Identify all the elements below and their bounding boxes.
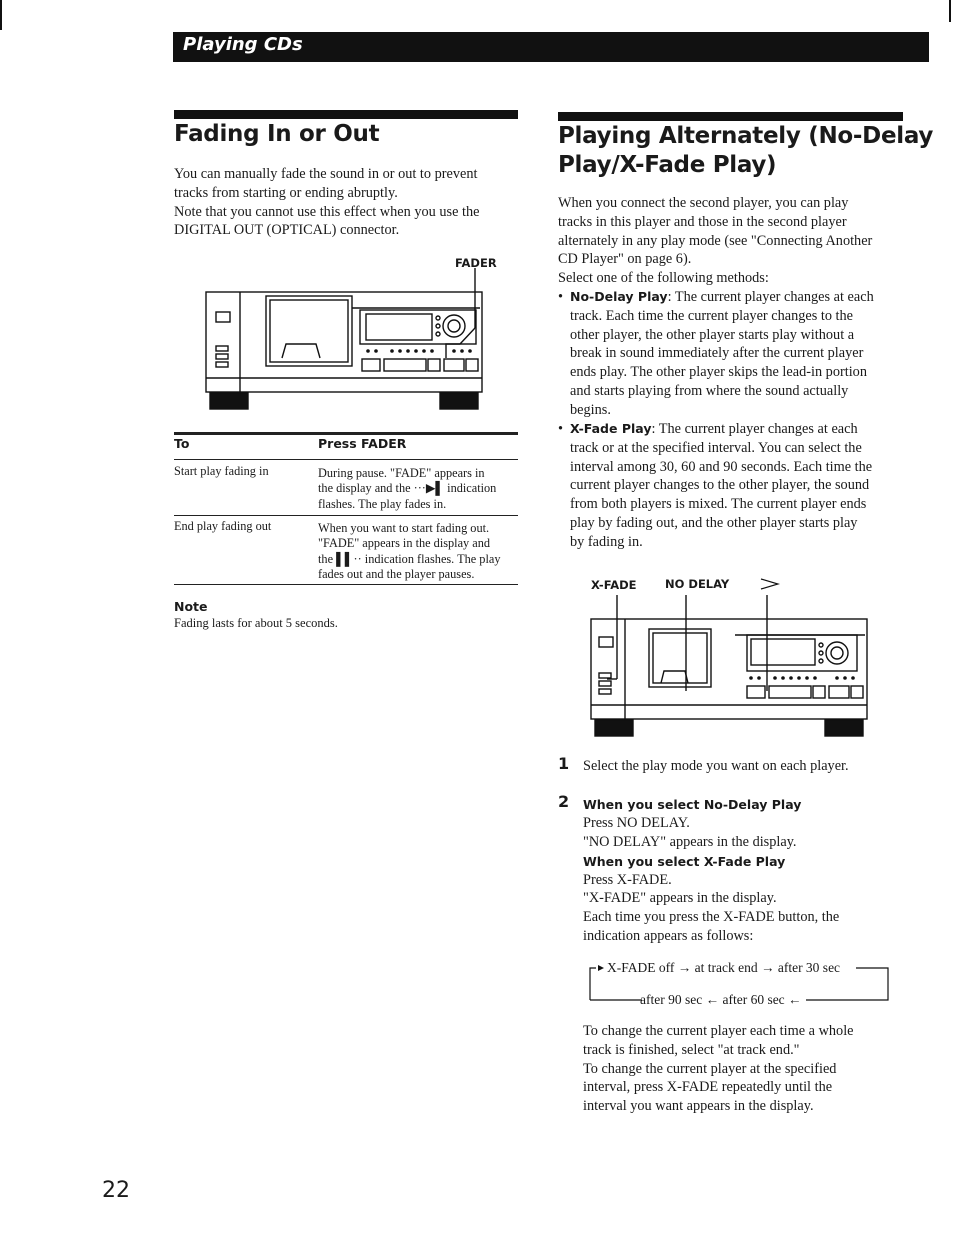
- right-intro-line: tracks in this player and those in the second player: [558, 213, 847, 230]
- note-title: Note: [174, 599, 208, 614]
- left-intro-line: DIGITAL OUT (OPTICAL) connector.: [174, 222, 400, 239]
- cd-player-illustration-xfade: [585, 595, 875, 740]
- step-line: "NO DELAY" appears in the display.: [583, 833, 797, 850]
- page-number: 22: [102, 1178, 130, 1203]
- bullet-line: : The current player changes at each: [651, 421, 858, 437]
- left-intro-line: You can manually fade the sound in or out to prevent: [174, 166, 478, 182]
- closing-line: track is finished, select "at track end.": [583, 1041, 800, 1058]
- table-header-to: To: [174, 436, 190, 451]
- bullet-line: play by fading out, and the other player starts play: [570, 514, 858, 531]
- right-intro-line: When you connect the second player, you can play: [558, 195, 849, 211]
- right-intro-line: Select one of the following methods:: [558, 270, 769, 287]
- right-heading-line: Play/X-Fade Play): [558, 152, 777, 178]
- bullet-line: track or at the specified interval. You can select the: [570, 439, 862, 456]
- bullet-line: : The current player changes at each: [667, 289, 874, 305]
- closing-line: To change the current player each time a whole: [583, 1023, 854, 1039]
- bullet-line: track. Each time the current player changes to the: [570, 307, 854, 324]
- left-intro-line: Note that you cannot use this effect when you use the: [174, 203, 480, 220]
- bullet-x-fade: [558, 420, 908, 552]
- closing-line: interval you want appears in the display.: [583, 1098, 814, 1115]
- table-cell-to: Start play fading in: [174, 464, 269, 478]
- table-row-rule: [174, 515, 518, 516]
- bullet-line: from both players is mixed. The current player ends: [570, 496, 867, 513]
- step-line: Press X-FADE.: [583, 871, 672, 888]
- bullet-line: interval among 30, 60 and 90 seconds. Each time the: [570, 458, 873, 475]
- table-cell-line: "FADE" appears in the display and: [318, 536, 491, 551]
- bullet-line: begins.: [570, 401, 611, 418]
- table-cell-line: flashes. The play fades in.: [318, 496, 447, 511]
- step-line: indication appears as follows:: [583, 927, 754, 944]
- bullet-line: by fading in.: [570, 533, 643, 550]
- table-cell-press: [318, 466, 518, 512]
- bullet-line: other player, the other player starts play without a: [570, 326, 855, 343]
- bullet-line: break in sound immediately after the current player: [570, 345, 864, 362]
- table-cell-line: the ▌▌·· indication flashes. The play: [318, 551, 501, 566]
- table-header-press: Press FADER: [318, 436, 407, 451]
- closing-paragraph: [583, 1022, 913, 1116]
- step-text: Select the play mode you want on each player.: [583, 758, 849, 774]
- step-number: 2: [558, 792, 570, 811]
- right-intro: [558, 194, 908, 288]
- cycle-top-line: X-FADE off → at track end → after 30 sec: [607, 960, 841, 975]
- left-intro: [174, 165, 519, 240]
- table-cell-to: End play fading out: [174, 519, 272, 533]
- right-heading-line: Playing Alternately (No-Delay: [558, 123, 934, 149]
- table-header-rule: [174, 459, 518, 460]
- bullet-term: X-Fade Play: [570, 421, 652, 436]
- xfade-label: X-FADE: [591, 578, 637, 592]
- table-cell-press: [318, 521, 518, 582]
- left-title-rule: [174, 110, 518, 119]
- right-intro-line: alternately in any play mode (see "Connecting Another: [558, 232, 873, 249]
- bullet-marker: •: [558, 289, 564, 305]
- cd-player-illustration-fader: [200, 268, 490, 413]
- fader-label: FADER: [455, 256, 497, 270]
- step-subheading: When you select No-Delay Play: [583, 797, 802, 812]
- table-cell-line: During pause. "FADE" appears in: [318, 466, 485, 480]
- bullet-line: ends play. The other player skips the lead-in portion: [570, 364, 867, 381]
- left-intro-line: tracks from starting or ending abruptly.: [174, 184, 398, 201]
- edge-rule-right: [949, 0, 951, 22]
- table-cell-line: fades out and the player pauses.: [318, 566, 475, 581]
- closing-line: To change the current player at the specified: [583, 1060, 837, 1077]
- bullet-marker: •: [558, 421, 564, 437]
- edge-rule-left: [0, 0, 2, 30]
- bullet-line: current player changes to the other player, the sound: [570, 477, 870, 494]
- note-text: Fading lasts for about 5 seconds.: [174, 616, 338, 630]
- right-intro-line: CD Player" on page 6).: [558, 251, 692, 268]
- closing-line: interval, press X-FADE repeatedly until the: [583, 1079, 833, 1096]
- table-bottom-rule: [174, 584, 518, 585]
- step-line: Each time you press the X-FADE button, the: [583, 909, 840, 926]
- table-top-rule: [174, 432, 518, 435]
- step-subheading: When you select X-Fade Play: [583, 853, 786, 869]
- step-line: Press NO DELAY.: [583, 815, 690, 831]
- step-2-body: [583, 795, 913, 946]
- bullet-line: and starts playing from where the sound actually: [570, 382, 849, 399]
- section-header-bar: [173, 32, 929, 62]
- nodelay-label: NO DELAY: [665, 577, 730, 591]
- step-number: 1: [558, 754, 570, 773]
- table-cell-line: the display and the ···▶▌ indication: [318, 481, 497, 496]
- cycle-bottom-line: after 90 sec ← after 60 sec ←: [640, 992, 802, 1007]
- section-title: Playing CDs: [183, 34, 303, 55]
- play-arrow-icon: [760, 578, 780, 590]
- right-title-rule: [558, 112, 903, 121]
- left-heading: Fading In or Out: [174, 121, 380, 147]
- bullet-term: No-Delay Play: [570, 289, 668, 304]
- table-cell-line: When you want to start fading out.: [318, 521, 490, 535]
- bullet-no-delay: [558, 288, 908, 420]
- step-line: "X-FADE" appears in the display.: [583, 890, 777, 907]
